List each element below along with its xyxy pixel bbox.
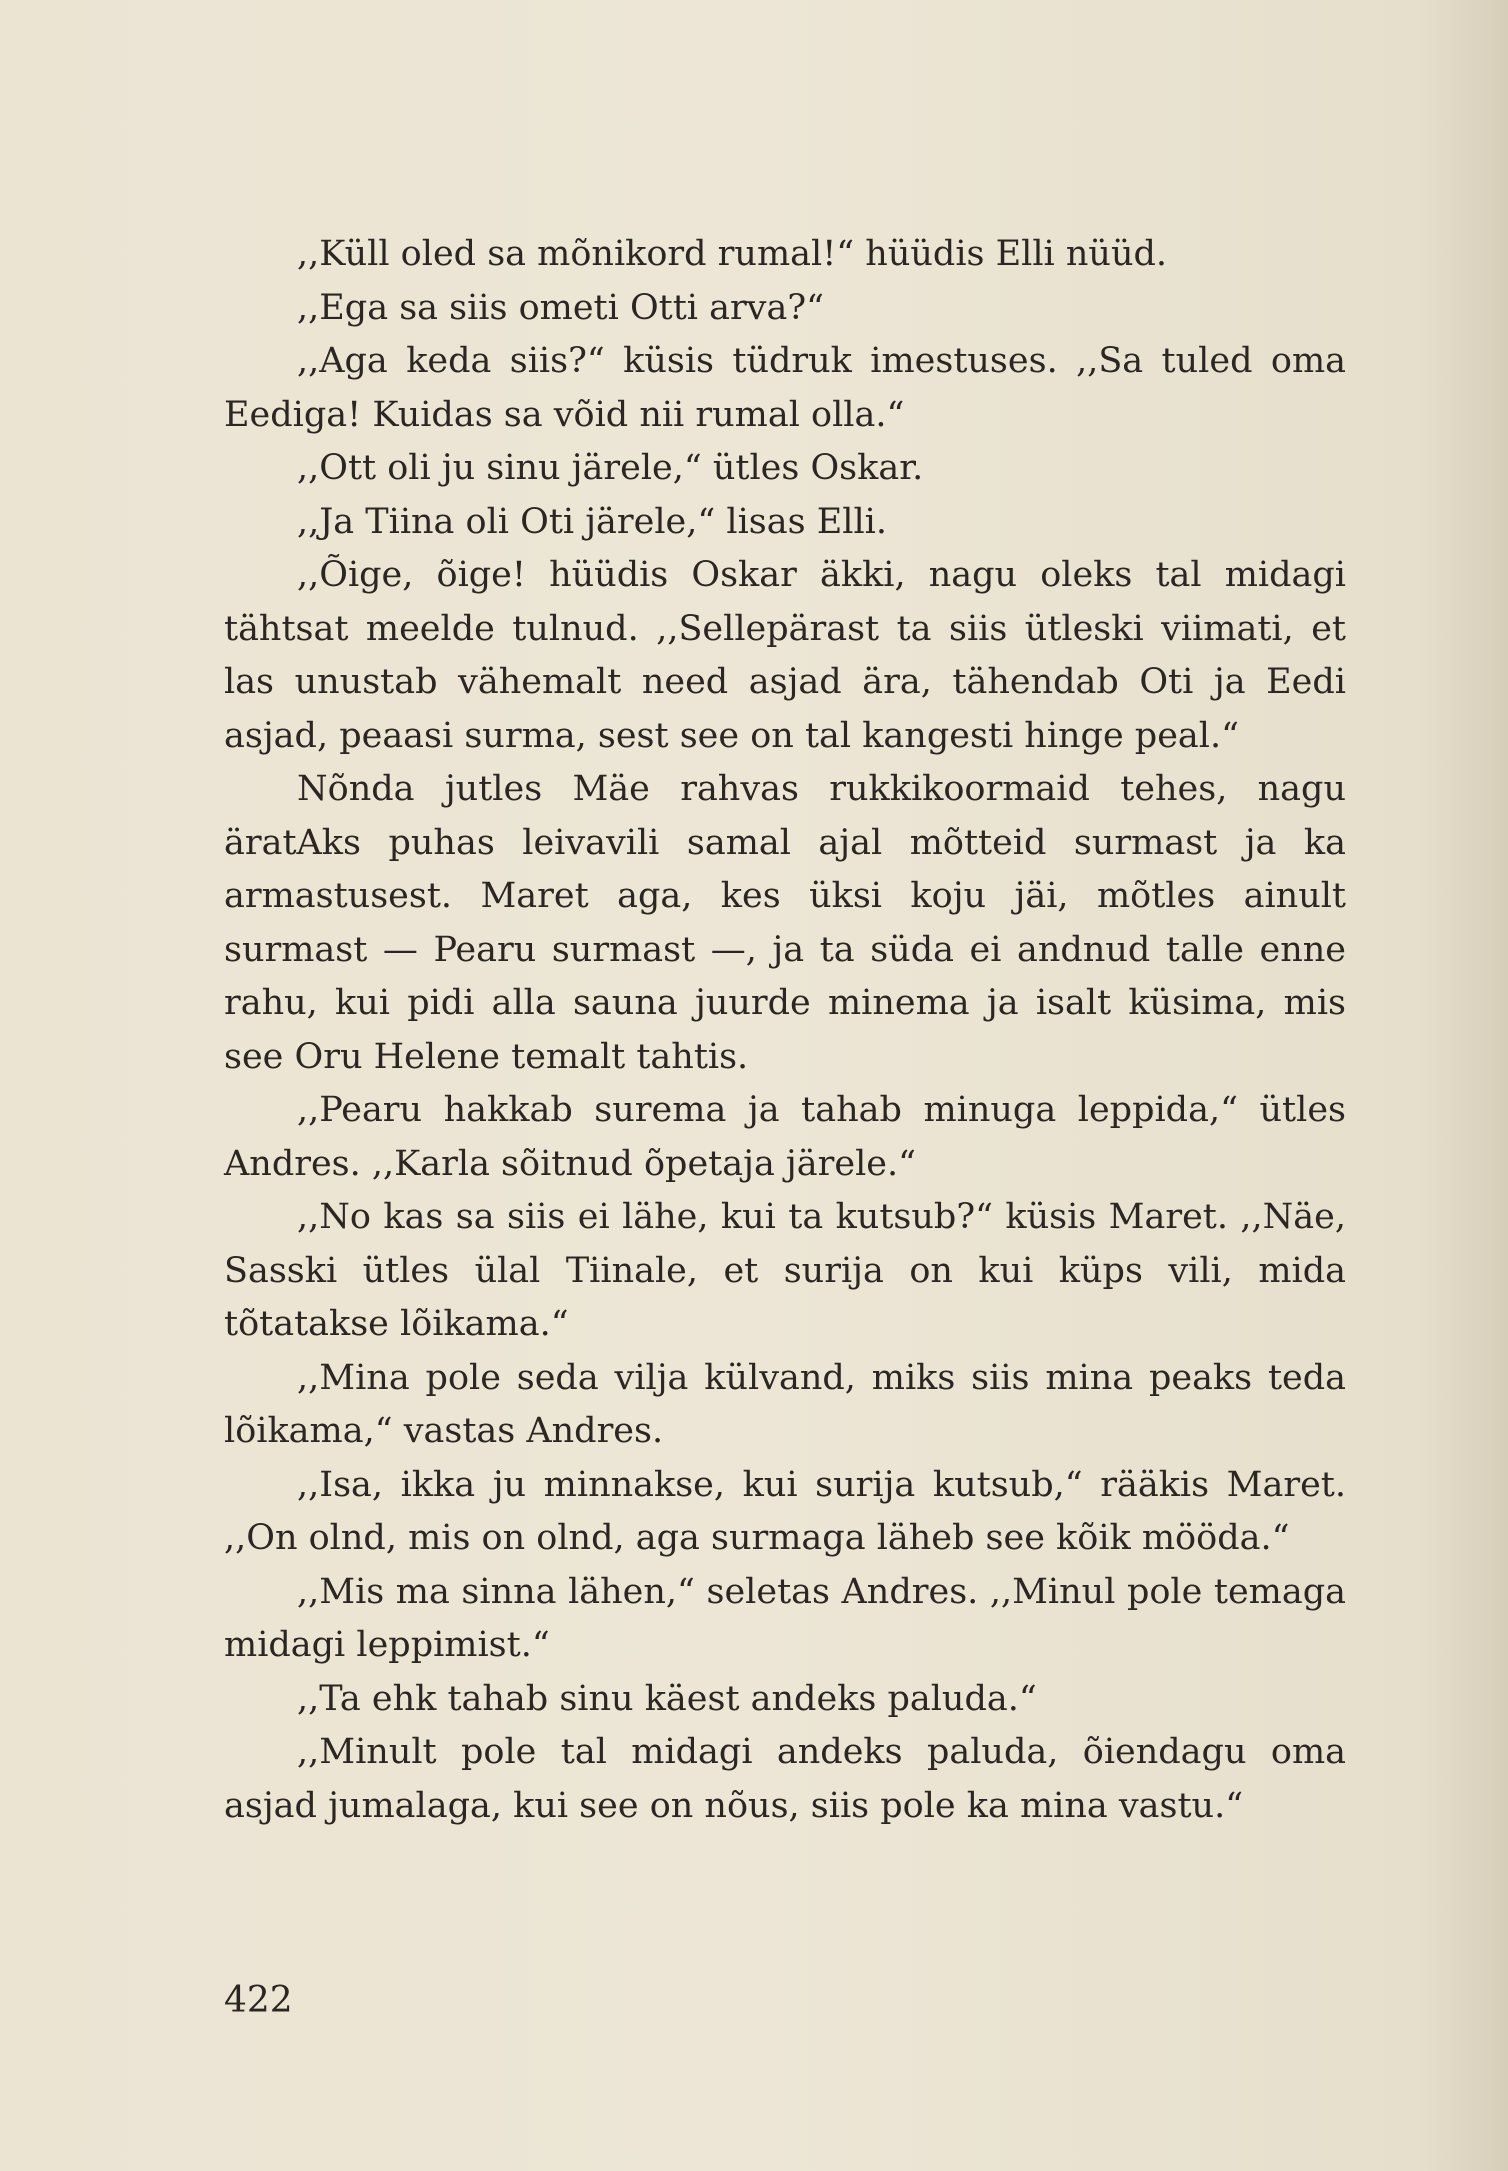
paragraph-4: ,,Ott oli ju sinu järele,“ ütles Oskar. xyxy=(297,448,924,488)
paragraph-7: Nõnda jutles Mäe rahvas rukkikoormaid tehes, nagu äratAks puhas leivavili samal ajal mõtteid surmast ja ka armastusest. Maret aga, kes üksi koju jäi, mõtles ainult surmast — Pearu surmast —, ja ta süda ei andnud talle enne rahu, kui pidi alla sauna juurde minema ja isalt küsima, mis see Oru Helene temalt tahtis. xyxy=(224,769,1346,1077)
paragraph-12: ,,Mis ma sinna lähen,“ seletas Andres. ,,Minul pole temaga midagi leppimist.“ xyxy=(224,1571,1346,1665)
paragraph-11: ,,Isa, ikka ju minnakse, kui surija kutsub,“ rääkis Maret. ,,On olnd, mis on olnd, aga surmaga läheb see kõik mööda.“ xyxy=(224,1464,1346,1558)
paragraph-6: ,,Õige, õige! hüüdis Oskar äkki, nagu oleks tal midagi tähtsat meelde tulnud. ,,Sellepärast ta siis ütleski viimati, et las unustab vähemalt need asjad ära, tähendab Oti ja Eedi asjad, peaasi surma, sest see on tal kangesti hinge peal.“ xyxy=(224,555,1346,756)
paragraph-3: ,,Aga keda siis?“ küsis tüdruk imestuses. ,,Sa tuled oma Eediga! Kuidas sa võid nii rumal olla.“ xyxy=(224,341,1346,435)
page-number: 422 xyxy=(224,1980,293,2021)
paragraph-14: ,,Minult pole tal midagi andeks paluda, õiendagu oma asjad jumalaga, kui see on nõus, siis pole ka mina vastu.“ xyxy=(224,1732,1346,1826)
paragraph-2: ,,Ega sa siis ometi Otti arva?“ xyxy=(297,287,824,328)
paragraph-10: ,,Mina pole seda vilja külvand, miks siis mina peaks teda lõikama,“ vastas Andres. xyxy=(224,1357,1346,1451)
paragraph-5: ,,Ja Tiina oli Oti järele,“ lisas Elli. xyxy=(297,501,887,542)
paragraph-13: ,,Ta ehk tahab sinu käest andeks paluda.“ xyxy=(297,1678,1037,1719)
paragraph-9: ,,No kas sa siis ei lähe, kui ta kutsub?“ küsis Maret. ,,Näe, Sasski ütles ülal Tiinale, et surija on kui küps vili, mida tõtatakse lõikama.“ xyxy=(224,1197,1346,1344)
paragraph-8: ,,Pearu hakkab surema ja tahab minuga leppida,“ ütles Andres. ,,Karla sõitnud õpetaja järele.“ xyxy=(224,1090,1346,1184)
paragraph-1: ,,Küll oled sa mõnikord rumal!“ hüüdis Elli nüüd. xyxy=(297,234,1168,274)
page-text xyxy=(224,228,1346,1833)
